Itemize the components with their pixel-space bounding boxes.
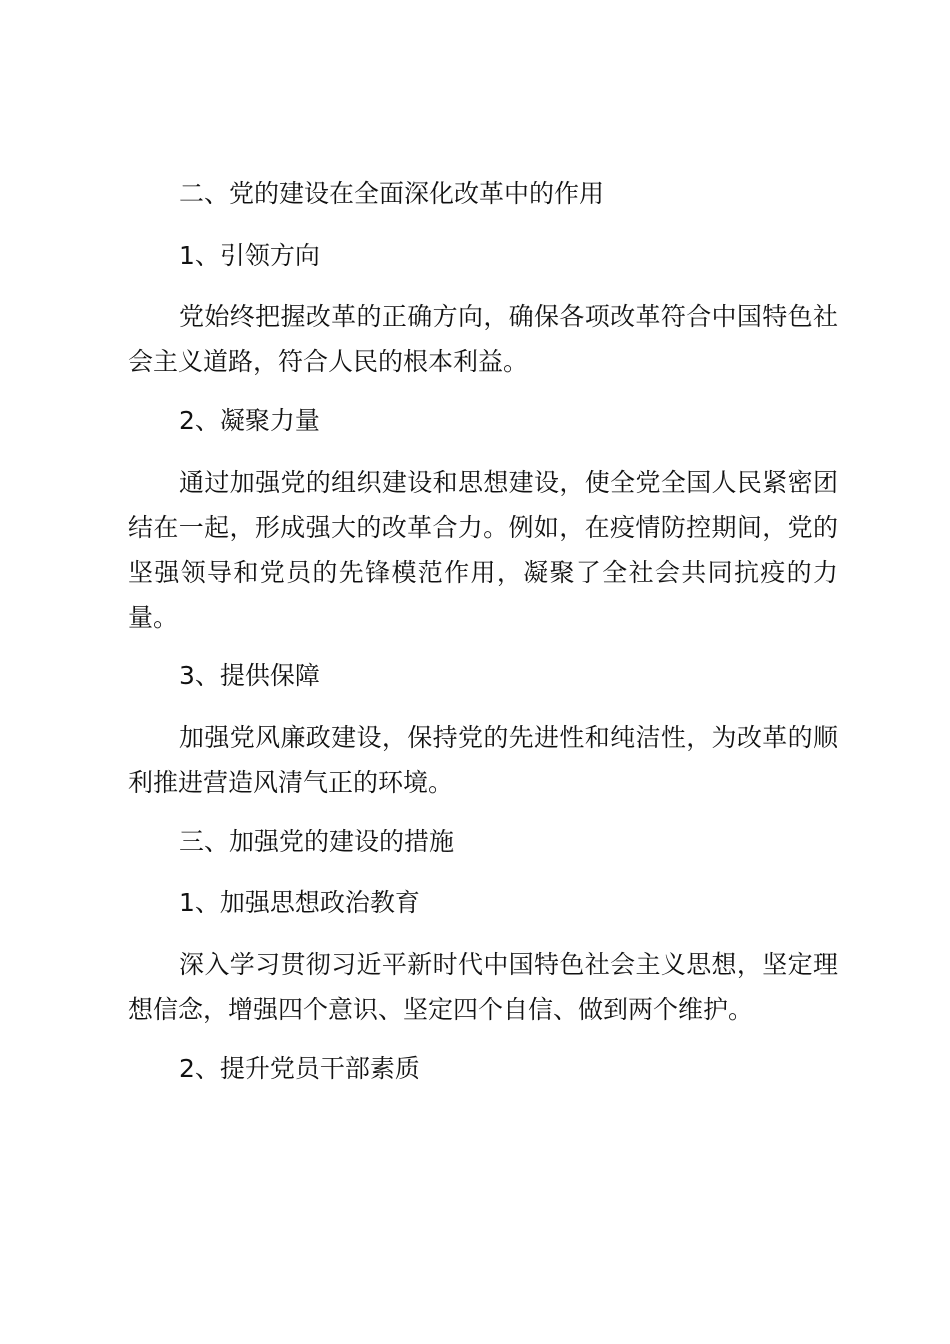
subheading-2-3: 3、提供保障 bbox=[179, 661, 320, 690]
subheading-2-2: 2、凝聚力量 bbox=[179, 406, 320, 435]
paragraph-3-1: 深入学习贯彻习近平新时代中国特色社会主义思想，坚定理想信念，增强四个意识、坚定四个自信、做到两个维护。 bbox=[128, 950, 838, 1024]
subheading-3-1: 1、加强思想政治教育 bbox=[179, 888, 420, 917]
section-heading-2: 二、党的建设在全面深化改革中的作用 bbox=[179, 179, 605, 208]
subheading-3-2: 2、提升党员干部素质 bbox=[179, 1054, 420, 1083]
paragraph-2-2: 通过加强党的组织建设和思想建设，使全党全国人民紧密团结在一起，形成强大的改革合力。例如，在疫情防控期间，党的坚强领导和党员的先锋模范作用，凝聚了全社会共同抗疫的力量。 bbox=[128, 468, 838, 632]
subheading-2-1: 1、引领方向 bbox=[179, 241, 320, 270]
paragraph-2-1: 党始终把握改革的正确方向，确保各项改革符合中国特色社会主义道路，符合人民的根本利益。 bbox=[128, 302, 838, 376]
section-heading-3: 三、加强党的建设的措施 bbox=[179, 827, 455, 856]
paragraph-2-3: 加强党风廉政建设，保持党的先进性和纯洁性，为改革的顺利推进营造风清气正的环境。 bbox=[128, 723, 838, 797]
